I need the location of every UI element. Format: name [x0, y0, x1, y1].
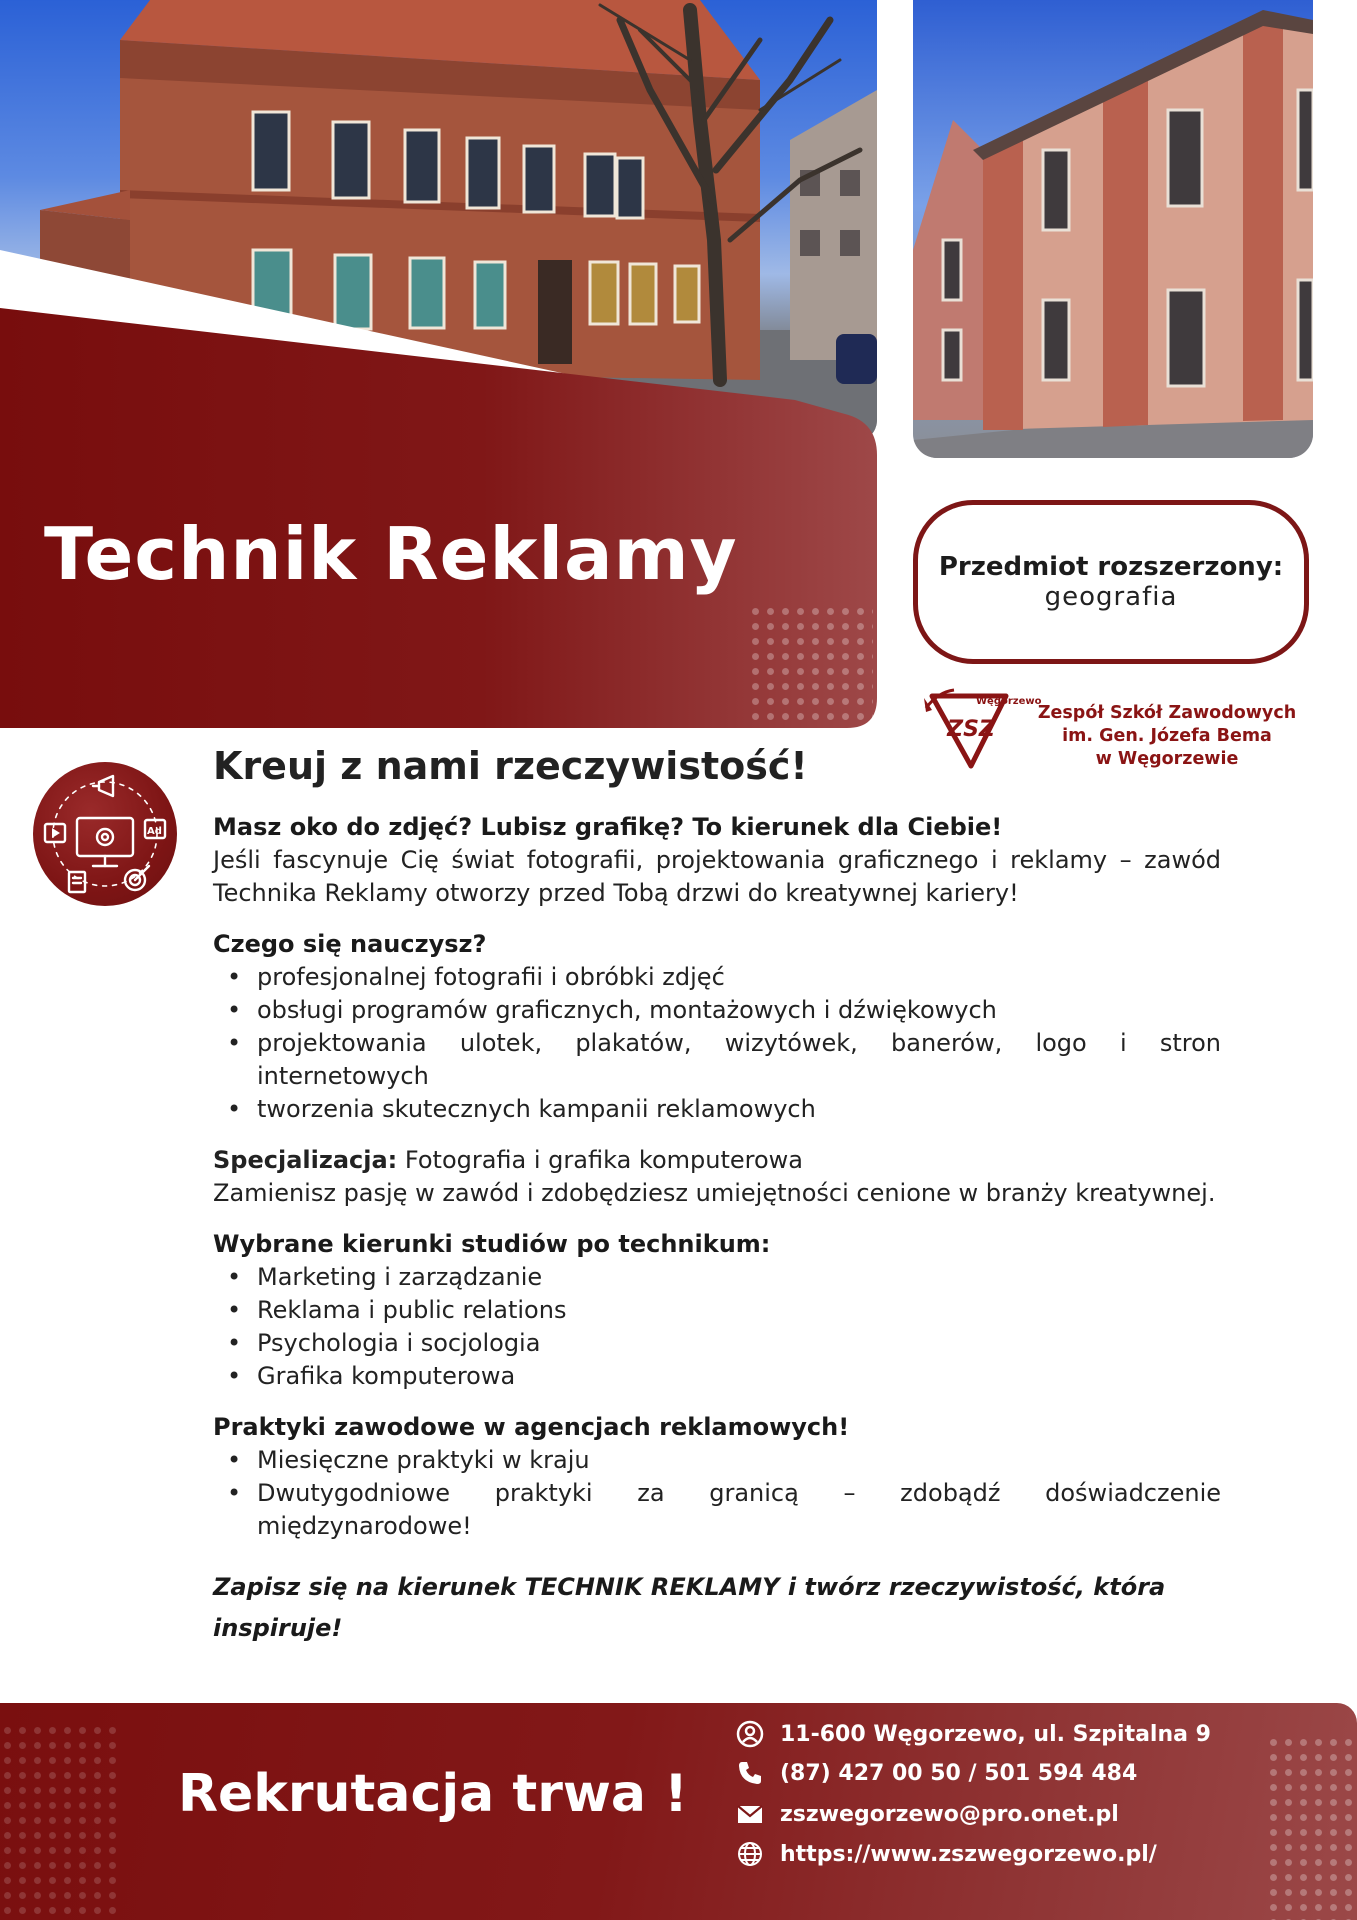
list-item: • Miesięczne praktyki w kraju [213, 1444, 1221, 1477]
list-item: • projektowania ulotek, plakatów, wizytówek, banerów, logo i stron internetowych [213, 1027, 1221, 1093]
side-building-photo [913, 0, 1313, 458]
logo-abbr-text: ZSZ [947, 717, 995, 742]
svg-text:Ad: Ad [147, 826, 162, 837]
list-item: • Grafika komputerowa [213, 1360, 1221, 1393]
logo-town-text: Węgorzewo [976, 696, 1042, 707]
list-item: • Marketing i zarządzanie [213, 1261, 1221, 1294]
learn-title: Czego się nauczysz? [213, 930, 487, 958]
phone-icon [736, 1759, 764, 1787]
envelope-icon [736, 1800, 764, 1828]
page-title: Technik Reklamy [44, 512, 738, 596]
school-name-line2: im. Gen. Józefa Bema [1062, 726, 1272, 746]
list-item: • obsługi programów graficznych, montażowych i dźwiękowych [213, 994, 1221, 1027]
extended-subject-value: geografia [1044, 582, 1178, 612]
content-lead: Masz oko do zdjęć? Lubisz grafikę? To kierunek dla Ciebie! [213, 813, 1003, 841]
contact-address [736, 1720, 1236, 1748]
content-intro: Jeśli fascynuje Cię świat fotografii, projektowania graficznego i reklamy – zawód Technika Reklamy otworzy przed Tobą drzwi do kreatywnej kariery! [213, 846, 1221, 907]
list-item: • Dwutygodniowe praktyki za granicą – zdobądź doświadczenie międzynarodowe! [213, 1477, 1221, 1543]
extended-subject-label: Przedmiot rozszerzony: [938, 552, 1284, 582]
address-text: 11-600 Węgorzewo, ul. Szpitalna 9 [780, 1721, 1211, 1747]
website-link[interactable]: https://www.zszwegorzewo.pl/ [780, 1841, 1157, 1867]
studies-title: Wybrane kierunki studiów po technikum: [213, 1230, 771, 1258]
specialization [213, 1144, 1221, 1177]
hero-band [0, 250, 877, 728]
advertising-icon-circle [33, 762, 177, 906]
extended-subject-badge [913, 500, 1309, 664]
recruitment-banner: Rekrutacja trwa ! [178, 1764, 688, 1824]
school-name-line1: Zespół Szkół Zawodowych [1037, 703, 1297, 723]
list-item: • tworzenia skutecznych kampanii reklamowych [213, 1093, 1221, 1126]
footer-dots-left [0, 1723, 120, 1920]
list-item: • profesjonalnej fotografii i obróbki zdjęć [213, 961, 1221, 994]
main-content [213, 743, 1221, 1649]
digital-marketing-icon [33, 762, 177, 906]
location-icon [736, 1720, 764, 1748]
globe-icon [736, 1840, 764, 1868]
school-name-line3: w Węgorzewie [1095, 749, 1239, 769]
learn-list [213, 961, 1221, 1126]
spec-value: Fotografia i grafika komputerowa [397, 1146, 804, 1174]
call-to-action: Zapisz się na kierunek TECHNIK REKLAMY i twórz rzeczywistość, która inspiruje! [213, 1573, 1166, 1642]
email-link[interactable]: zszwegorzewo@pro.onet.pl [780, 1801, 1119, 1827]
content-headline: Kreuj z nami rzeczywistość! [213, 744, 808, 788]
hero-dots-pattern [748, 604, 873, 726]
spec-description: Zamienisz pasję w zawód i zdobędziesz umiejętności cenione w branży kreatywnej. [213, 1179, 1216, 1207]
contact-email [736, 1800, 1236, 1828]
contact-phone [736, 1759, 1236, 1787]
practice-title: Praktyki zawodowe w agencjach reklamowych! [213, 1413, 850, 1441]
practice-list [213, 1444, 1221, 1543]
phone-text: (87) 427 00 50 / 501 594 484 [780, 1760, 1138, 1786]
footer-dots-right [1266, 1735, 1356, 1920]
list-item: • Reklama i public relations [213, 1294, 1221, 1327]
spec-label: Specjalizacja: [213, 1146, 398, 1174]
contact-website [736, 1840, 1236, 1868]
list-item: • Psychologia i socjologia [213, 1327, 1221, 1360]
studies-list [213, 1261, 1221, 1393]
